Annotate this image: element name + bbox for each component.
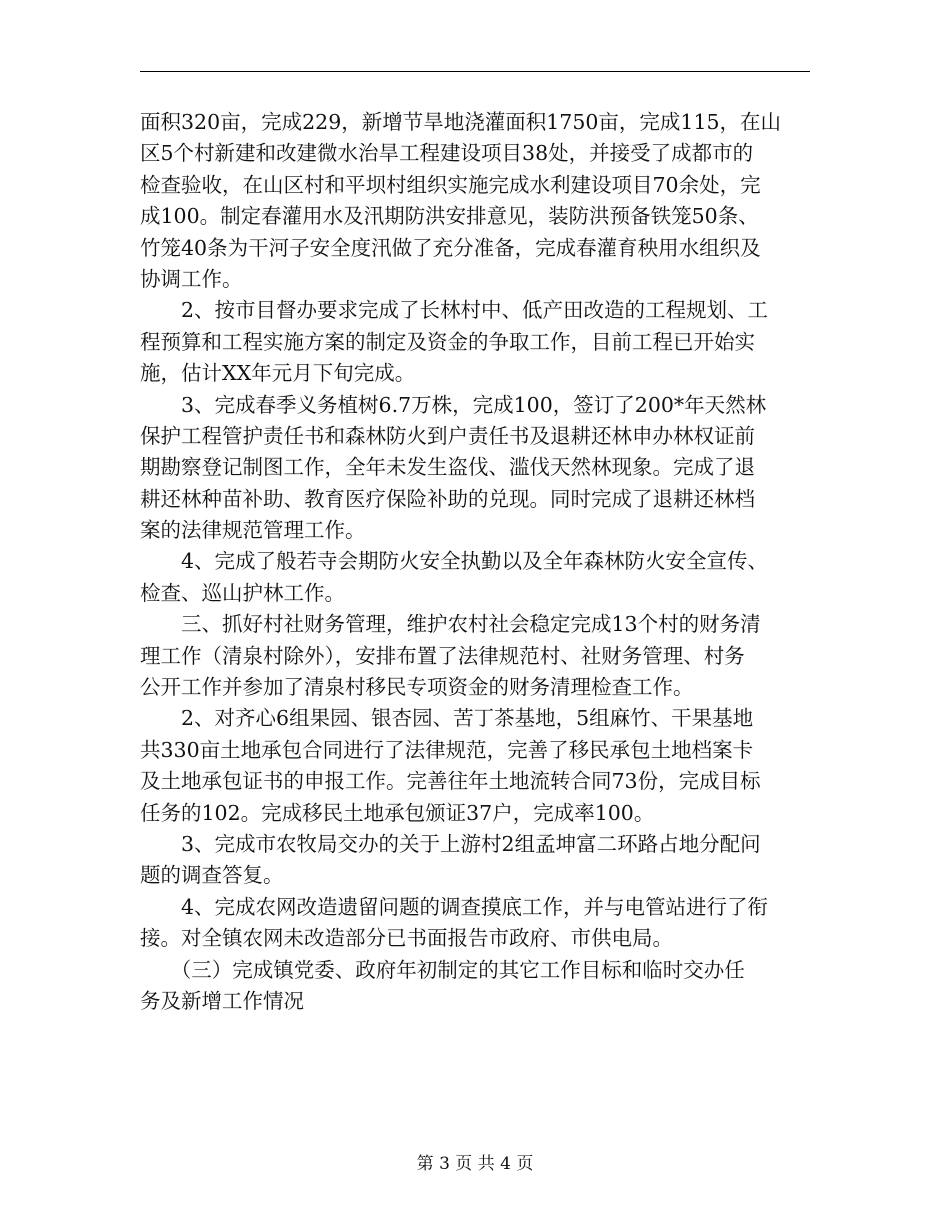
text-line: 成100。制定春灌用水及汛期防洪安排意见，装防洪预备铁笼50条、 (140, 204, 759, 229)
header-rule (140, 71, 810, 72)
text-line: 及土地承包证书的申报工作。完善往年土地流转合同73份，完成目标 (140, 769, 761, 794)
text-line: 共330亩土地承包合同进行了法律规范，完善了移民承包土地档案卡 (140, 737, 754, 762)
text-line: 题的调查答复。 (140, 863, 284, 888)
page-number: 第 3 页 共 4 页 (416, 1154, 534, 1174)
text-line: 耕还林种苗补助、教育医疗保险补助的兑现。同时完成了退耕还林档 (140, 486, 755, 511)
text-line: 接。对全镇农网未改造部分已书面报告市政府、市供电局。 (140, 926, 673, 951)
text-line: 4、完成了般若寺会期防火安全执勤以及全年森林防火安全宣传、 (140, 549, 769, 574)
text-line: 区5个村新建和改建微水治旱工程建设项目38处，并接受了成都市的 (140, 141, 754, 166)
text-line: 协调工作。 (140, 266, 243, 291)
text-line: （三）完成镇党委、政府年初制定的其它工作目标和临时交办任 (140, 957, 745, 982)
text-line: 2、按市目督办要求完成了长林村中、低产田改造的工程规划、工 (140, 298, 769, 323)
text-line: 检查、巡山护林工作。 (140, 580, 345, 605)
text-line: 面积320亩，完成229，新增节旱地浇灌面积1750亩，完成115，在山 (140, 110, 782, 134)
text-line: 理工作（清泉村除外），安排布置了法律规范村、社财务管理、村务 (140, 643, 745, 668)
document-body (140, 107, 815, 1017)
text-line: 案的法律规范管理工作。 (140, 518, 366, 543)
text-line: 4、完成农网改造遗留问题的调查摸底工作，并与电管站进行了衔 (140, 894, 769, 919)
text-line: 公开工作并参加了清泉村移民专项资金的财务清理检查工作。 (140, 675, 694, 700)
text-line: 3、完成春季义务植树6.7万株，完成100，签订了200*年天然林 (140, 392, 767, 417)
text-line: 期勘察登记制图工作，全年未发生盗伐、滥伐天然林现象。完成了退 (140, 455, 755, 480)
text-line: 保护工程管护责任书和森林防火到户责任书及退耕还林申办林权证前 (140, 423, 755, 448)
text-line: 三、抓好村社财务管理，维护农村社会稳定完成13个村的财务清 (140, 612, 761, 637)
text-line: 施，估计XX年元月下旬完成。 (140, 361, 416, 386)
text-line: 检查验收，在山区村和平坝村组织实施完成水利建设项目70余处，完 (140, 172, 761, 197)
text-line: 3、完成市农牧局交办的关于上游村2组孟坤富二环路占地分配问 (140, 831, 761, 856)
text-line: 竹笼40条为干河子安全度汛做了充分准备，完成春灌育秧用水组织及 (140, 235, 761, 260)
text-line: 任务的102。完成移民土地承包颁证37户，完成率100。 (140, 800, 655, 825)
text-line: 务及新增工作情况 (140, 988, 304, 1013)
text-line: 2、对齐心6组果园、银杏园、苦丁茶基地，5组麻竹、干果基地 (140, 706, 754, 731)
text-line: 程预算和工程实施方案的制定及资金的争取工作，目前工程已开始实 (140, 329, 755, 354)
